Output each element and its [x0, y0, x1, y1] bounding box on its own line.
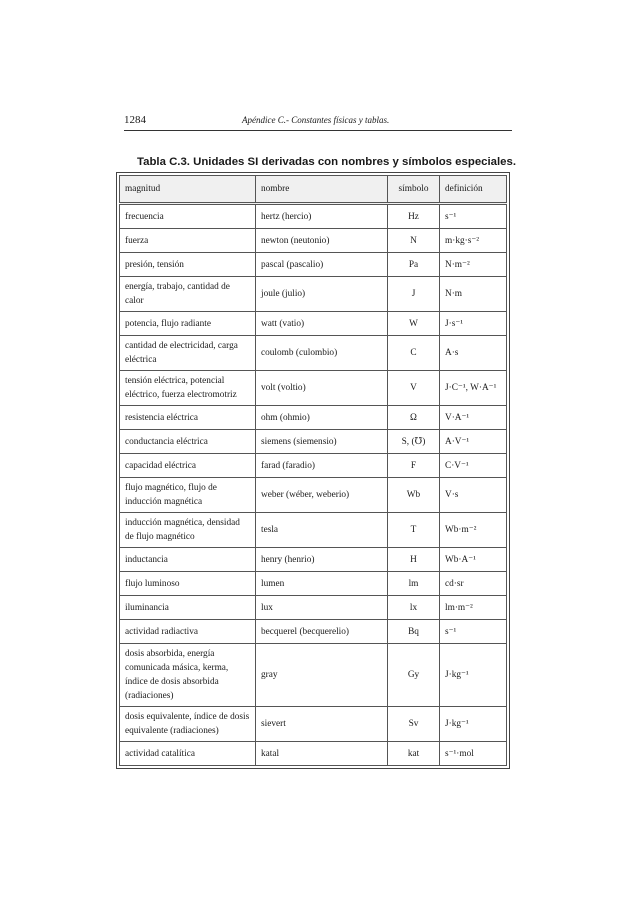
cell-nombre: weber (wéber, weberio): [256, 478, 388, 513]
cell-nombre: newton (neutonio): [256, 229, 388, 253]
cell-nombre: hertz (hercio): [256, 204, 388, 229]
cell-magnitud: presión, tensión: [120, 253, 256, 277]
cell-definicion: Wb·m⁻²: [440, 513, 507, 548]
cell-simbolo: F: [388, 454, 440, 478]
cell-magnitud: conductancia eléctrica: [120, 430, 256, 454]
table-body: [120, 204, 507, 766]
running-title: Apéndice C.- Constantes físicas y tablas.: [242, 115, 390, 125]
column-header-magnitud: magnitud: [120, 176, 256, 204]
cell-magnitud: fuerza: [120, 229, 256, 253]
cell-definicion: s⁻¹: [440, 620, 507, 644]
table-row: [120, 204, 507, 229]
table-row: [120, 371, 507, 406]
cell-definicion: A·V⁻¹: [440, 430, 507, 454]
table-row: [120, 478, 507, 513]
cell-nombre: watt (vatio): [256, 312, 388, 336]
cell-magnitud: capacidad eléctrica: [120, 454, 256, 478]
cell-definicion: J·kg⁻¹: [440, 644, 507, 707]
table-row: [120, 253, 507, 277]
table-header-row: [120, 176, 507, 204]
cell-magnitud: potencia, flujo radiante: [120, 312, 256, 336]
cell-nombre: katal: [256, 742, 388, 766]
cell-nombre: tesla: [256, 513, 388, 548]
si-units-table: [119, 175, 507, 766]
cell-definicion: s⁻¹·mol: [440, 742, 507, 766]
cell-simbolo: C: [388, 336, 440, 371]
cell-definicion: Wb·A⁻¹: [440, 548, 507, 572]
cell-simbolo: Ω: [388, 406, 440, 430]
cell-nombre: ohm (ohmio): [256, 406, 388, 430]
table-row: [120, 229, 507, 253]
cell-nombre: henry (henrio): [256, 548, 388, 572]
table-row: [120, 707, 507, 742]
column-header-nombre: nombre: [256, 176, 388, 204]
cell-simbolo: Hz: [388, 204, 440, 229]
cell-magnitud: tensión eléctrica, potencial eléctrico, fuerza electromotriz: [120, 371, 256, 406]
table-row: [120, 336, 507, 371]
cell-simbolo: S, (℧): [388, 430, 440, 454]
cell-nombre: becquerel (becquerelio): [256, 620, 388, 644]
cell-magnitud: cantidad de electricidad, carga eléctrica: [120, 336, 256, 371]
cell-definicion: lm·m⁻²: [440, 596, 507, 620]
table-row: [120, 620, 507, 644]
column-header-simbolo: símbolo: [388, 176, 440, 204]
cell-definicion: N·m⁻²: [440, 253, 507, 277]
cell-simbolo: Bq: [388, 620, 440, 644]
cell-definicion: J·s⁻¹: [440, 312, 507, 336]
table-row: [120, 596, 507, 620]
table-row: [120, 644, 507, 707]
cell-simbolo: Pa: [388, 253, 440, 277]
cell-magnitud: actividad catalítica: [120, 742, 256, 766]
cell-magnitud: iluminancia: [120, 596, 256, 620]
cell-simbolo: kat: [388, 742, 440, 766]
table-row: [120, 277, 507, 312]
cell-simbolo: W: [388, 312, 440, 336]
cell-magnitud: inductancia: [120, 548, 256, 572]
cell-nombre: siemens (siemensio): [256, 430, 388, 454]
table-row: [120, 406, 507, 430]
table-row: [120, 454, 507, 478]
column-header-definicion: definición: [440, 176, 507, 204]
cell-nombre: farad (faradio): [256, 454, 388, 478]
table-row: [120, 572, 507, 596]
cell-definicion: V·s: [440, 478, 507, 513]
table-caption: Tabla C.3. Unidades SI derivadas con nombres y símbolos especiales.: [137, 156, 516, 168]
cell-nombre: joule (julio): [256, 277, 388, 312]
cell-simbolo: H: [388, 548, 440, 572]
cell-definicion: m·kg·s⁻²: [440, 229, 507, 253]
cell-definicion: cd·sr: [440, 572, 507, 596]
table-row: [120, 548, 507, 572]
cell-nombre: coulomb (culombio): [256, 336, 388, 371]
cell-nombre: lumen: [256, 572, 388, 596]
cell-simbolo: T: [388, 513, 440, 548]
cell-definicion: V·A⁻¹: [440, 406, 507, 430]
cell-simbolo: lx: [388, 596, 440, 620]
table-row: [120, 513, 507, 548]
page-header: [124, 112, 512, 131]
cell-nombre: pascal (pascalio): [256, 253, 388, 277]
cell-magnitud: frecuencia: [120, 204, 256, 229]
table-row: [120, 430, 507, 454]
cell-simbolo: Gy: [388, 644, 440, 707]
cell-simbolo: V: [388, 371, 440, 406]
cell-nombre: sievert: [256, 707, 388, 742]
cell-magnitud: dosis equivalente, índice de dosis equivalente (radiaciones): [120, 707, 256, 742]
cell-magnitud: flujo luminoso: [120, 572, 256, 596]
page-number: 1284: [124, 114, 146, 126]
cell-definicion: J·C⁻¹, W·A⁻¹: [440, 371, 507, 406]
cell-definicion: N·m: [440, 277, 507, 312]
cell-definicion: J·kg⁻¹: [440, 707, 507, 742]
cell-magnitud: energía, trabajo, cantidad de calor: [120, 277, 256, 312]
cell-magnitud: inducción magnética, densidad de flujo magnético: [120, 513, 256, 548]
table-row: [120, 312, 507, 336]
cell-nombre: lux: [256, 596, 388, 620]
cell-simbolo: Sv: [388, 707, 440, 742]
cell-simbolo: J: [388, 277, 440, 312]
table-row: [120, 742, 507, 766]
cell-simbolo: Wb: [388, 478, 440, 513]
cell-definicion: A·s: [440, 336, 507, 371]
cell-simbolo: lm: [388, 572, 440, 596]
cell-nombre: gray: [256, 644, 388, 707]
cell-nombre: volt (voltio): [256, 371, 388, 406]
cell-simbolo: N: [388, 229, 440, 253]
cell-definicion: C·V⁻¹: [440, 454, 507, 478]
cell-definicion: s⁻¹: [440, 204, 507, 229]
cell-magnitud: flujo magnético, flujo de inducción magnética: [120, 478, 256, 513]
cell-magnitud: resistencia eléctrica: [120, 406, 256, 430]
table-frame: [116, 172, 510, 769]
cell-magnitud: dosis absorbida, energía comunicada másica, kerma, índice de dosis absorbida (radiaciones): [120, 644, 256, 707]
cell-magnitud: actividad radiactiva: [120, 620, 256, 644]
